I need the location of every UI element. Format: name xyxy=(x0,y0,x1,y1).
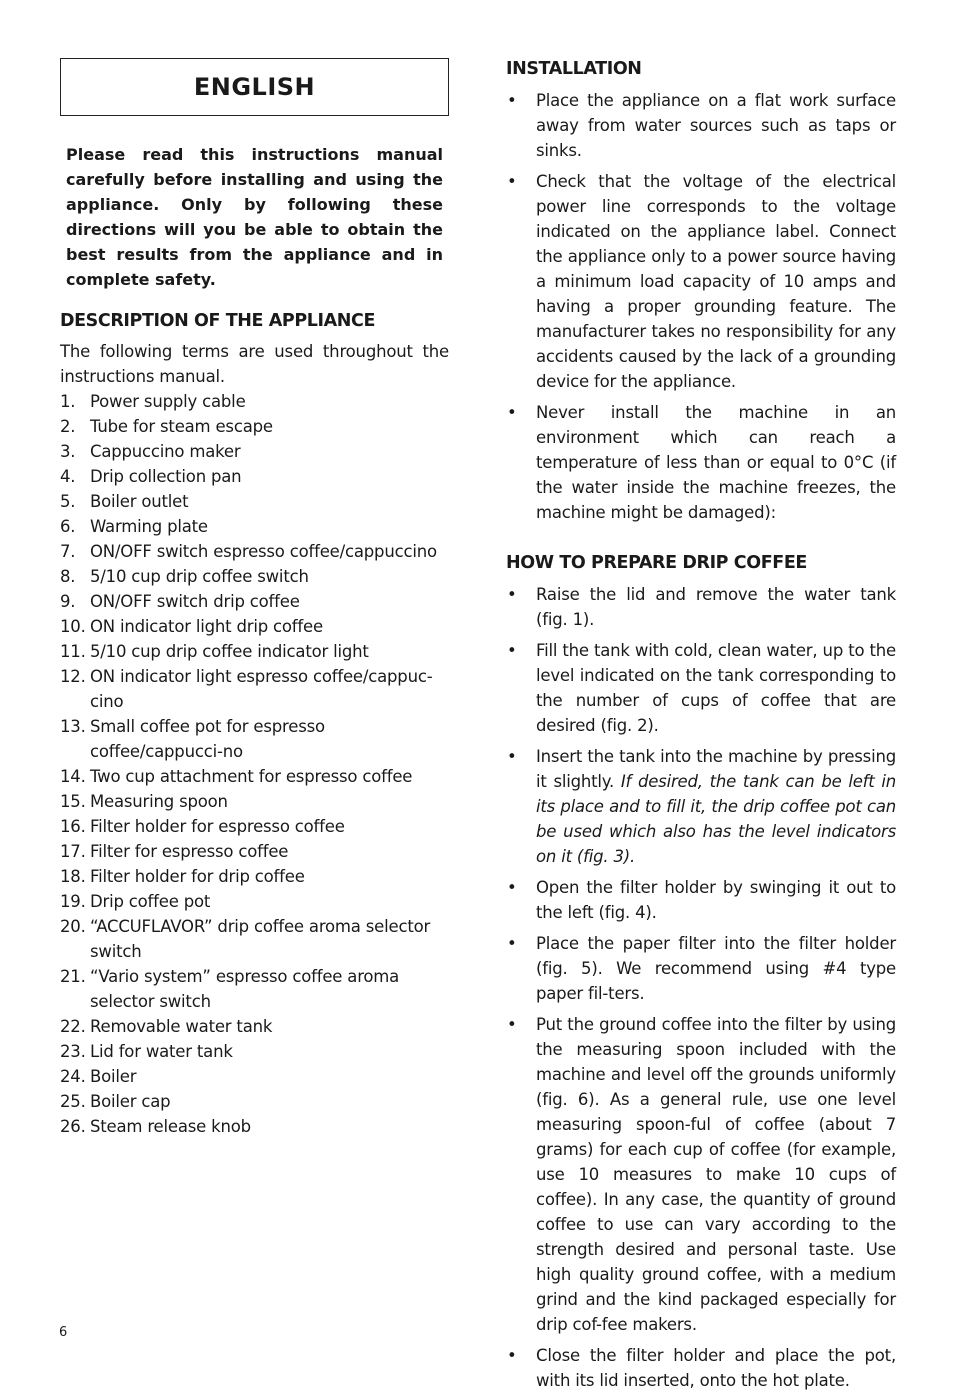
list-item-number: 11. xyxy=(60,642,86,661)
list-item-text xyxy=(536,582,896,632)
list-item-text xyxy=(536,1343,896,1393)
list-item xyxy=(60,1039,449,1064)
list-item xyxy=(60,389,449,414)
bullet-icon: • xyxy=(507,747,517,766)
list-item xyxy=(60,889,449,914)
list-item-text: Filter holder for drip coffee xyxy=(90,867,305,886)
list-item-number: 24. xyxy=(60,1067,86,1086)
list-item-number: 8. xyxy=(60,567,76,586)
list-item xyxy=(60,489,449,514)
list-item-text: Boiler outlet xyxy=(90,492,189,511)
step-note: If desired, the tank can be left in its place and to fill it, the drip coffee pot can be used which also has the level indicators on it (fig. 3). xyxy=(536,772,897,866)
list-item-text: Steam release knob xyxy=(90,1117,251,1136)
list-item xyxy=(60,964,449,1014)
list-item-text: Small coffee pot for espresso coffee/cappucci-no xyxy=(90,717,325,761)
list-item xyxy=(60,789,449,814)
list-item-text: Filter holder for espresso coffee xyxy=(90,817,345,836)
list-item-number: 5. xyxy=(60,492,76,511)
list-item-number: 3. xyxy=(60,442,76,461)
list-item-number: 9. xyxy=(60,592,76,611)
list-item xyxy=(506,1012,896,1337)
list-item-text: Check that the voltage of the electrical power line corresponds to the voltage indicated on the appliance label. Connect the appliance only to a power source having a minimum load capacity of 10 amps and having a proper grounding feature. The manufacturer takes no responsibility for any accidents caused by the lack of a grounding device for the appliance. xyxy=(536,172,896,391)
description-heading: DESCRIPTION OF THE APPLIANCE xyxy=(60,311,376,331)
list-item xyxy=(60,614,449,639)
list-item xyxy=(506,88,896,163)
list-item xyxy=(60,1114,449,1139)
list-item-number: 19. xyxy=(60,892,86,911)
list-item-number: 18. xyxy=(60,867,86,886)
list-item xyxy=(60,1089,449,1114)
list-item xyxy=(506,744,896,869)
parts-list xyxy=(60,389,449,1139)
list-item-text: Place the appliance on a flat work surface away from water sources such as taps or sinks. xyxy=(536,91,896,160)
list-item-text: ON indicator light drip coffee xyxy=(90,617,323,636)
list-item xyxy=(60,914,449,964)
step-text: Place the paper filter into the filter holder (fig. 5). We recommend using #4 type paper fil-ters. xyxy=(536,934,896,1003)
list-item xyxy=(506,931,896,1006)
list-item-number: 20. xyxy=(60,917,86,936)
step-text: Raise the lid and remove the water tank (fig. 1). xyxy=(536,585,896,629)
list-item-text: Measuring spoon xyxy=(90,792,228,811)
bullet-icon: • xyxy=(507,878,517,897)
list-item-text: “Vario system” espresso coffee aroma selector switch xyxy=(90,967,400,1011)
list-item xyxy=(60,1014,449,1039)
bullet-icon: • xyxy=(507,585,517,604)
list-item-number: 14. xyxy=(60,767,86,786)
list-item xyxy=(506,582,896,632)
list-item-number: 15. xyxy=(60,792,86,811)
list-item xyxy=(60,1064,449,1089)
list-item xyxy=(60,589,449,614)
list-item-number: 2. xyxy=(60,417,76,436)
list-item-text: Removable water tank xyxy=(90,1017,273,1036)
list-item-text: Boiler xyxy=(90,1067,137,1086)
list-item-number: 16. xyxy=(60,817,86,836)
list-item xyxy=(506,638,896,738)
step-text: Close the filter holder and place the pot, with its lid inserted, onto the hot plate. xyxy=(536,1346,896,1390)
step-text: Put the ground coffee into the filter by using the measuring spoon included with the machine and level off the grounds uniformly (fig. 6). As a general rule, use one level measuring spoon-ful of coffee (about 7 grams) for each cup of coffee (for example, use 10 measures to make 10 cups of coffee). In any case, the quantity of ground coffee to use can vary according to the strength desired and personal taste. Use high quality ground coffee, with a medium grind and the kind packaged especially for drip cof-fee makers. xyxy=(536,1015,896,1334)
list-item-text xyxy=(536,931,896,1006)
list-item xyxy=(506,400,896,525)
bullet-icon: • xyxy=(507,403,517,422)
list-item-text xyxy=(536,744,896,869)
list-item xyxy=(506,169,896,394)
list-item-text xyxy=(536,1012,896,1337)
bullet-icon: • xyxy=(507,91,517,110)
list-item xyxy=(60,414,449,439)
list-item-number: 10. xyxy=(60,617,86,636)
page-number: 6 xyxy=(59,1325,68,1340)
list-item xyxy=(506,875,896,925)
left-column xyxy=(60,58,449,1139)
bullet-icon: • xyxy=(507,172,517,191)
bullet-icon: • xyxy=(507,934,517,953)
step-text: Fill the tank with cold, clean water, up to the level indicated on the tank corresponding to the number of cups of coffee that are desired (fig. 2). xyxy=(536,641,896,735)
list-item-text: Power supply cable xyxy=(90,392,246,411)
language-header: ENGLISH xyxy=(60,58,449,116)
list-item xyxy=(60,664,449,714)
list-item-number: 6. xyxy=(60,517,76,536)
list-item xyxy=(60,839,449,864)
list-item xyxy=(60,564,449,589)
bullet-icon: • xyxy=(507,1346,517,1365)
list-item xyxy=(60,464,449,489)
list-item-text: 5/10 cup drip coffee indicator light xyxy=(90,642,369,661)
drip-steps-list xyxy=(506,582,896,1393)
list-item-number: 23. xyxy=(60,1042,86,1061)
list-item-text: “ACCUFLAVOR” drip coffee aroma selector switch xyxy=(90,917,431,961)
list-item-number: 17. xyxy=(60,842,86,861)
list-item xyxy=(60,514,449,539)
list-item-number: 4. xyxy=(60,467,76,486)
list-item-text: Cappuccino maker xyxy=(90,442,241,461)
list-item xyxy=(60,539,449,564)
intro-warning: Please read this instructions manual carefully before installing and using the appliance. Only by following these directions will you be able to obtain the best results from the appliance and in complete safety. xyxy=(66,145,443,289)
step-text: Insert the tank into the machine by pressing it slightly. xyxy=(536,747,896,791)
list-item-number: 25. xyxy=(60,1092,86,1111)
list-item-text xyxy=(536,875,896,925)
list-item xyxy=(60,639,449,664)
list-item-text: ON indicator light espresso coffee/cappuc-cino xyxy=(90,667,433,711)
list-item-text: Filter for espresso coffee xyxy=(90,842,289,861)
list-item-number: 12. xyxy=(60,667,86,686)
step-text: Open the filter holder by swinging it out to the left (fig. 4). xyxy=(536,878,896,922)
list-item-number: 21. xyxy=(60,967,86,986)
bullet-icon: • xyxy=(507,641,517,660)
list-item-text: Drip collection pan xyxy=(90,467,242,486)
list-item-number: 26. xyxy=(60,1117,86,1136)
list-item-text: ON/OFF switch drip coffee xyxy=(90,592,300,611)
list-item-text: Drip coffee pot xyxy=(90,892,211,911)
list-item xyxy=(60,764,449,789)
list-item-text: Warming plate xyxy=(90,517,208,536)
list-item xyxy=(506,1343,896,1393)
list-item-text: Tube for steam escape xyxy=(90,417,273,436)
drip-heading: HOW TO PREPARE DRIP COFFEE xyxy=(506,553,807,573)
list-item xyxy=(60,864,449,889)
right-column xyxy=(506,58,896,1393)
list-item-text: 5/10 cup drip coffee switch xyxy=(90,567,309,586)
list-item-text: Never install the machine in an environment which can reach a temperature of less than or equal to 0°C (if the water inside the machine freezes, the machine might be damaged): xyxy=(536,403,896,522)
list-item-text xyxy=(536,638,896,738)
description-lead: The following terms are used throughout the instructions manual. xyxy=(60,342,449,386)
list-item xyxy=(60,814,449,839)
installation-list xyxy=(506,88,896,525)
list-item xyxy=(60,439,449,464)
list-item-text: Two cup attachment for espresso coffee xyxy=(90,767,413,786)
list-item-text: Lid for water tank xyxy=(90,1042,233,1061)
bullet-icon: • xyxy=(507,1015,517,1034)
list-item-number: 1. xyxy=(60,392,76,411)
list-item-number: 7. xyxy=(60,542,76,561)
list-item-number: 22. xyxy=(60,1017,86,1036)
list-item-number: 13. xyxy=(60,717,86,736)
list-item xyxy=(60,714,449,764)
list-item-text: Boiler cap xyxy=(90,1092,171,1111)
list-item-text: ON/OFF switch espresso coffee/cappuccino xyxy=(90,542,437,561)
installation-heading: INSTALLATION xyxy=(506,59,642,79)
